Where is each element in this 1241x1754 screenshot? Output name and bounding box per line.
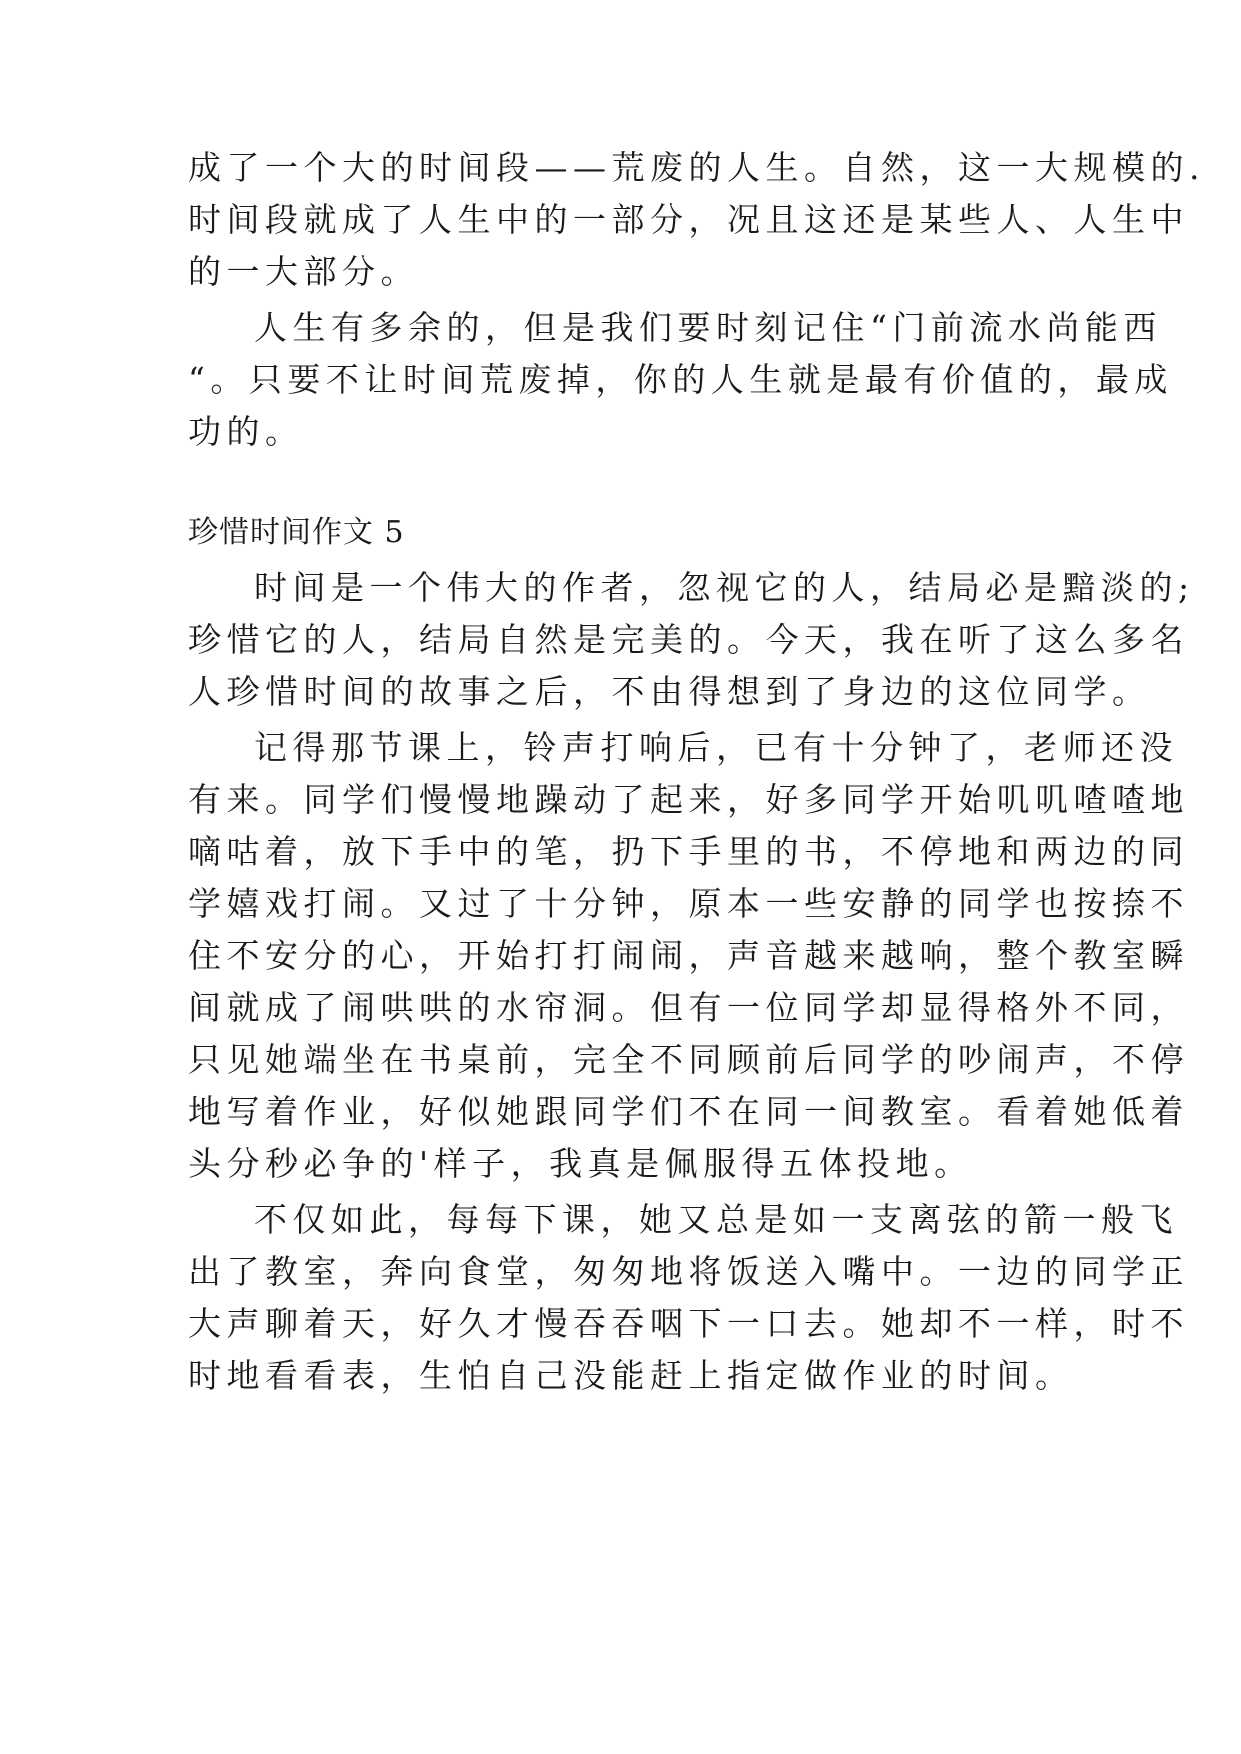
text-line: 的一大部分。 xyxy=(188,252,419,291)
text-line: 人生有多余的，但是我们要时刻记住“门前流水尚能西 xyxy=(254,308,1162,347)
section-heading: 珍惜时间作文 5 xyxy=(188,515,405,550)
text-line: 记得那节课上，铃声打响后，已有十分钟了，老师还没 xyxy=(254,728,1178,767)
text-line: 大声聊着天，好久才慢吞吞咽下一口去。她却不一样，时不 xyxy=(188,1304,1189,1343)
text-line: 珍惜它的人，结局自然是完美的。今天，我在听了这么多名 xyxy=(188,620,1189,659)
text-line: 人珍惜时间的故事之后，不由得想到了身边的这位同学。 xyxy=(188,672,1151,711)
text-line: 地写着作业，好似她跟同学们不在同一间教室。看着她低着 xyxy=(188,1092,1189,1131)
text-line: 间就成了闹哄哄的水帘洞。但有一位同学却显得格外不同， xyxy=(188,988,1189,1027)
text-line: 嘀咕着，放下手中的笔，扔下手里的书，不停地和两边的同 xyxy=(188,832,1189,871)
text-line: 时地看看表，生怕自己没能赶上指定做作业的时间。 xyxy=(188,1356,1074,1395)
text-line: 只见她端坐在书桌前，完全不同顾前后同学的吵闹声，不停 xyxy=(188,1040,1189,1079)
text-line: “。只要不让时间荒废掉，你的人生就是最有价值的，最成 xyxy=(188,360,1173,399)
text-line: 头分秒必争的'样子，我真是佩服得五体投地。 xyxy=(188,1144,973,1183)
text-line: 有来。同学们慢慢地躁动了起来，好多同学开始叽叽喳喳地 xyxy=(188,780,1189,819)
text-line: 住不安分的心，开始打打闹闹，声音越来越响，整个教室瞬 xyxy=(188,936,1189,975)
text-line: 时间段就成了人生中的一部分，况且这还是某些人、人生中 xyxy=(188,200,1189,239)
text-line: 时间是一个伟大的作者，忽视它的人，结局必是黯淡的; xyxy=(254,568,1195,607)
text-line: 学嬉戏打闹。又过了十分钟，原本一些安静的同学也按捺不 xyxy=(188,884,1189,923)
text-line: 成了一个大的时间段——荒废的人生。自然，这一大规模的. xyxy=(188,148,1205,187)
text-line: 出了教室，奔向食堂，匆匆地将饭送入嘴中。一边的同学正 xyxy=(188,1252,1189,1291)
text-line: 不仅如此，每每下课，她又总是如一支离弦的箭一般飞 xyxy=(254,1200,1178,1239)
text-line: 功的。 xyxy=(188,412,304,451)
